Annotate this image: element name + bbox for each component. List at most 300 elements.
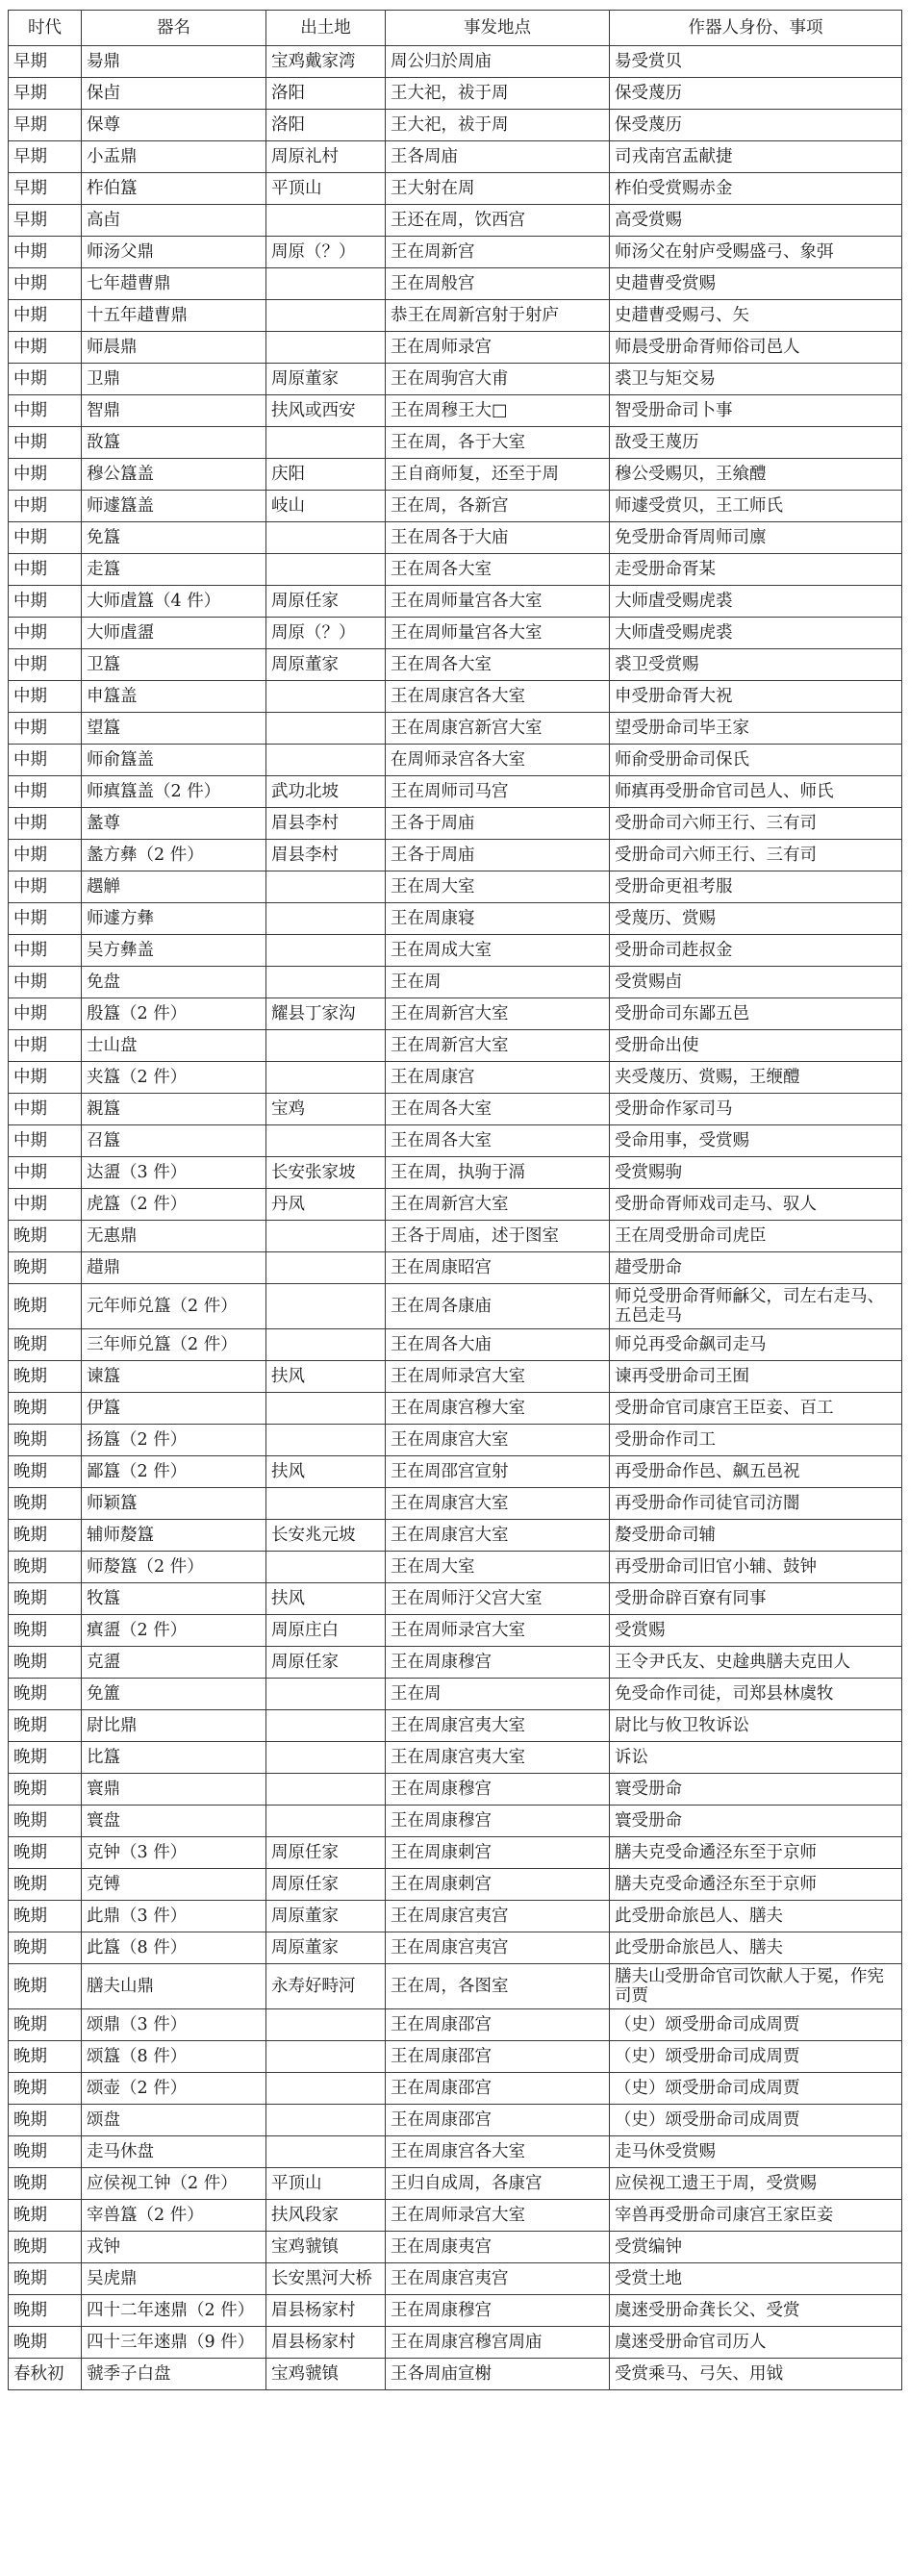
vessel-name-cell: 虢季子白盘 — [82, 2359, 266, 2390]
table-row — [9, 649, 902, 681]
maker-identity-matter-cell: 虞逨受册命官司历人 — [610, 2327, 902, 2359]
maker-identity-matter-cell: 史趞曹受赐弓、矢 — [610, 300, 902, 332]
excavation-site-cell — [266, 713, 386, 745]
event-location-cell: 王在周师量宫各大室 — [386, 618, 610, 649]
era-cell: 晚期 — [9, 1710, 82, 1742]
era-cell: 晚期 — [9, 1329, 82, 1361]
era-cell: 中期 — [9, 522, 82, 554]
vessel-name-cell: 师瘨簋盖（2 件） — [82, 776, 266, 808]
excavation-site-cell — [266, 681, 386, 713]
maker-identity-matter-cell: 嫠受册命司辅 — [610, 1520, 902, 1552]
vessel-name-cell: 保尊 — [82, 110, 266, 141]
event-location-cell: 王各周庙 — [386, 141, 610, 173]
event-location-cell: 王在周康宫夷大室 — [386, 1742, 610, 1774]
excavation-site-cell: 长安张家坡 — [266, 1157, 386, 1189]
maker-identity-matter-cell: 裘卫与矩交易 — [610, 364, 902, 395]
vessel-name-cell: 卫簋 — [82, 649, 266, 681]
maker-identity-matter-cell: 王令尹氏友、史趛典膳夫克田人 — [610, 1647, 902, 1679]
event-location-cell: 王在周师录宫大室 — [386, 1361, 610, 1393]
table-row — [9, 2295, 902, 2327]
event-location-cell: 王在周康夷宫 — [386, 2232, 610, 2263]
era-cell: 早期 — [9, 205, 82, 237]
maker-identity-matter-cell: 夹受蔑历、赏赐，王缏醴 — [610, 1062, 902, 1094]
event-location-cell: 王在周康宫穆宫周庙 — [386, 2327, 610, 2359]
event-location-cell: 王各周庙宣榭 — [386, 2359, 610, 2390]
excavation-site-cell: 长安兆元坡 — [266, 1520, 386, 1552]
vessel-name-cell: 敔簋 — [82, 427, 266, 459]
era-cell: 晚期 — [9, 1425, 82, 1456]
maker-identity-matter-cell: 再受册命作司徒官司汸闇 — [610, 1488, 902, 1520]
maker-identity-matter-cell: 敔受王蔑历 — [610, 427, 902, 459]
event-location-cell: 王大射在周 — [386, 173, 610, 205]
table-row — [9, 2105, 902, 2136]
excavation-site-cell: 扶风 — [266, 1583, 386, 1615]
event-location-cell: 王在周康宫各大室 — [386, 2136, 610, 2168]
vessel-name-cell: 卫鼎 — [82, 364, 266, 395]
maker-identity-matter-cell: 再受册命司旧官小辅、鼓钟 — [610, 1552, 902, 1583]
table-row — [9, 332, 902, 364]
maker-identity-matter-cell: 再受册命作邑、飙五邑祝 — [610, 1456, 902, 1488]
era-cell: 晚期 — [9, 2200, 82, 2232]
excavation-site-cell: 周原（？） — [266, 618, 386, 649]
era-cell: 晚期 — [9, 1901, 82, 1932]
maker-identity-matter-cell: 师遽受赏贝，王工师氏 — [610, 491, 902, 522]
era-cell: 中期 — [9, 491, 82, 522]
header-event-location: 事发地点 — [386, 11, 610, 46]
table-row — [9, 1520, 902, 1552]
maker-identity-matter-cell: 免受命作司徒，司郑县林虞牧 — [610, 1679, 902, 1710]
table-row — [9, 2232, 902, 2263]
excavation-site-cell — [266, 745, 386, 776]
maker-identity-matter-cell: 受册命胥师戏司走马、驭人 — [610, 1189, 902, 1221]
excavation-site-cell: 周原董家 — [266, 1901, 386, 1932]
table-row — [9, 935, 902, 967]
event-location-cell: 王在周般宫 — [386, 268, 610, 300]
header-maker-identity-matter: 作器人身份、事项 — [610, 11, 902, 46]
event-location-cell: 王在周康宫穆大室 — [386, 1393, 610, 1425]
vessel-name-cell: 谏簋 — [82, 1361, 266, 1393]
event-location-cell: 王在周师录宫大室 — [386, 2200, 610, 2232]
table-row — [9, 237, 902, 268]
bronze-inscriptions-table — [8, 10, 902, 2390]
vessel-name-cell: 膳夫山鼎 — [82, 1964, 266, 2009]
event-location-cell: 王在周各大庙 — [386, 1329, 610, 1361]
maker-identity-matter-cell: 师晨受册命胥师俗司邑人 — [610, 332, 902, 364]
event-location-cell: 王在周邵宫宣射 — [386, 1456, 610, 1488]
maker-identity-matter-cell: 师瘨再受册命官司邑人、师氏 — [610, 776, 902, 808]
vessel-name-cell: 七年趞曹鼎 — [82, 268, 266, 300]
event-location-cell: 王在周师汙父宫大室 — [386, 1583, 610, 1615]
era-cell: 晚期 — [9, 2263, 82, 2295]
header-excavation-site: 出土地 — [266, 11, 386, 46]
event-location-cell: 王在周各大室 — [386, 554, 610, 586]
excavation-site-cell — [266, 300, 386, 332]
event-location-cell: 王在周康宫大室 — [386, 1425, 610, 1456]
event-location-cell: 王在周，各于大室 — [386, 427, 610, 459]
maker-identity-matter-cell: 受蔑历、赏赐 — [610, 903, 902, 935]
era-cell: 中期 — [9, 1030, 82, 1062]
vessel-name-cell: 士山盘 — [82, 1030, 266, 1062]
vessel-name-cell: 克钟（3 件） — [82, 1837, 266, 1869]
vessel-name-cell: 辅师嫠簋 — [82, 1520, 266, 1552]
table-row — [9, 300, 902, 332]
era-cell: 中期 — [9, 840, 82, 871]
table-row — [9, 1742, 902, 1774]
era-cell: 晚期 — [9, 1361, 82, 1393]
era-cell: 晚期 — [9, 1964, 82, 2009]
table-row — [9, 427, 902, 459]
era-cell: 晚期 — [9, 2136, 82, 2168]
maker-identity-matter-cell: 柞伯受赏赐赤金 — [610, 173, 902, 205]
vessel-name-cell: 穆公簋盖 — [82, 459, 266, 491]
table-row — [9, 2168, 902, 2200]
excavation-site-cell: 扶风 — [266, 1361, 386, 1393]
maker-identity-matter-cell: 望受册命司毕王家 — [610, 713, 902, 745]
maker-identity-matter-cell: （史）颂受册命司成周贾 — [610, 2009, 902, 2041]
maker-identity-matter-cell: 受册命作司工 — [610, 1425, 902, 1456]
maker-identity-matter-cell: 寰受册命 — [610, 1806, 902, 1837]
era-cell: 早期 — [9, 78, 82, 110]
table-row — [9, 840, 902, 871]
vessel-name-cell: 柞伯簋 — [82, 173, 266, 205]
excavation-site-cell: 周原董家 — [266, 649, 386, 681]
event-location-cell: 王在周康穆宫 — [386, 2295, 610, 2327]
era-cell: 晚期 — [9, 1837, 82, 1869]
era-cell: 晚期 — [9, 1583, 82, 1615]
vessel-name-cell: 四十二年逨鼎（2 件） — [82, 2295, 266, 2327]
era-cell: 中期 — [9, 745, 82, 776]
era-cell: 晚期 — [9, 1393, 82, 1425]
table-row — [9, 1189, 902, 1221]
vessel-name-cell: 寰鼎 — [82, 1774, 266, 1806]
event-location-cell: 王大祀，祓于周 — [386, 78, 610, 110]
excavation-site-cell — [266, 1425, 386, 1456]
era-cell: 晚期 — [9, 1679, 82, 1710]
maker-identity-matter-cell: （史）颂受册命司成周贾 — [610, 2105, 902, 2136]
excavation-site-cell — [266, 1221, 386, 1252]
excavation-site-cell: 扶风段家 — [266, 2200, 386, 2232]
maker-identity-matter-cell: 走受册命胥某 — [610, 554, 902, 586]
excavation-site-cell: 宝鸡 — [266, 1094, 386, 1125]
event-location-cell: 王在周新宫大室 — [386, 998, 610, 1030]
vessel-name-cell: 申簋盖 — [82, 681, 266, 713]
maker-identity-matter-cell: 高受赏赐 — [610, 205, 902, 237]
excavation-site-cell — [266, 1742, 386, 1774]
vessel-name-cell: 夹簋（2 件） — [82, 1062, 266, 1094]
table-row — [9, 871, 902, 903]
vessel-name-cell: 师晨鼎 — [82, 332, 266, 364]
excavation-site-cell: 周原任家 — [266, 1647, 386, 1679]
event-location-cell: 王在周康宫夷宫 — [386, 1901, 610, 1932]
event-location-cell: 王在周康邵宫 — [386, 2009, 610, 2041]
vessel-name-cell: 望簋 — [82, 713, 266, 745]
maker-identity-matter-cell: 受赏赐驹 — [610, 1157, 902, 1189]
excavation-site-cell: 眉县李村 — [266, 808, 386, 840]
table-row — [9, 2200, 902, 2232]
event-location-cell: 王在周康刺宫 — [386, 1869, 610, 1901]
table-row — [9, 395, 902, 427]
maker-identity-matter-cell: 受赏编钟 — [610, 2232, 902, 2263]
event-location-cell: 王归自成周，各康宫 — [386, 2168, 610, 2200]
event-location-cell: 周公归於周庙 — [386, 46, 610, 78]
vessel-name-cell: 伊簋 — [82, 1393, 266, 1425]
era-cell: 晚期 — [9, 2073, 82, 2105]
event-location-cell: 王在周各大室 — [386, 1125, 610, 1157]
table-row — [9, 2327, 902, 2359]
vessel-name-cell: 鄙簋（2 件） — [82, 1456, 266, 1488]
event-location-cell: 王还在周，饮西宫 — [386, 205, 610, 237]
vessel-name-cell: 元年师兑簋（2 件） — [82, 1284, 266, 1329]
vessel-name-cell: 趞鼎 — [82, 1252, 266, 1284]
event-location-cell: 王在周，执驹于滆 — [386, 1157, 610, 1189]
excavation-site-cell — [266, 1552, 386, 1583]
table-row — [9, 586, 902, 618]
excavation-site-cell — [266, 2073, 386, 2105]
era-cell: 早期 — [9, 110, 82, 141]
vessel-name-cell: 戎钟 — [82, 2232, 266, 2263]
table-row — [9, 1393, 902, 1425]
vessel-name-cell: 克盨 — [82, 1647, 266, 1679]
vessel-name-cell: 师嫠簋（2 件） — [82, 1552, 266, 1583]
event-location-cell: 王在周康宫新宫大室 — [386, 713, 610, 745]
table-row — [9, 268, 902, 300]
event-location-cell: 王在周，各图室 — [386, 1964, 610, 2009]
table-row — [9, 1425, 902, 1456]
excavation-site-cell — [266, 903, 386, 935]
table-row — [9, 459, 902, 491]
event-location-cell: 王在周康寝 — [386, 903, 610, 935]
table-row — [9, 46, 902, 78]
excavation-site-cell: 岐山 — [266, 491, 386, 522]
era-cell: 中期 — [9, 1062, 82, 1094]
era-cell: 晚期 — [9, 1774, 82, 1806]
vessel-name-cell: 免簠 — [82, 1679, 266, 1710]
vessel-name-cell: 走簋 — [82, 554, 266, 586]
table-row — [9, 1932, 902, 1964]
excavation-site-cell: 周原董家 — [266, 364, 386, 395]
era-cell: 晚期 — [9, 1552, 82, 1583]
table-row — [9, 967, 902, 998]
event-location-cell: 王在周康邵宫 — [386, 2041, 610, 2073]
maker-identity-matter-cell: 保受蔑历 — [610, 110, 902, 141]
table-row — [9, 1488, 902, 1520]
maker-identity-matter-cell: 受赏赐 — [610, 1615, 902, 1647]
excavation-site-cell: 扶风 — [266, 1456, 386, 1488]
event-location-cell: 王在周康宫 — [386, 1062, 610, 1094]
excavation-site-cell — [266, 1030, 386, 1062]
era-cell: 中期 — [9, 1189, 82, 1221]
table-row — [9, 1062, 902, 1094]
vessel-name-cell: 师遽方彝 — [82, 903, 266, 935]
event-location-cell: 王在周 — [386, 1679, 610, 1710]
vessel-name-cell: 智鼎 — [82, 395, 266, 427]
excavation-site-cell — [266, 2041, 386, 2073]
era-cell: 早期 — [9, 46, 82, 78]
event-location-cell: 王在周康穆宫 — [386, 1647, 610, 1679]
excavation-site-cell: 丹凤 — [266, 1189, 386, 1221]
header-row — [9, 11, 902, 46]
vessel-name-cell: 親簋 — [82, 1094, 266, 1125]
era-cell: 中期 — [9, 871, 82, 903]
event-location-cell: 王在周康宫夷大室 — [386, 1710, 610, 1742]
table-row — [9, 1094, 902, 1125]
vessel-name-cell: 十五年趞曹鼎 — [82, 300, 266, 332]
table-row — [9, 1806, 902, 1837]
vessel-name-cell: 免簋 — [82, 522, 266, 554]
era-cell: 晚期 — [9, 1252, 82, 1284]
table-row — [9, 2359, 902, 2390]
excavation-site-cell — [266, 871, 386, 903]
excavation-site-cell: 眉县杨家村 — [266, 2327, 386, 2359]
vessel-name-cell: 比簋 — [82, 1742, 266, 1774]
maker-identity-matter-cell: 昜受赏贝 — [610, 46, 902, 78]
era-cell: 中期 — [9, 998, 82, 1030]
era-cell: 晚期 — [9, 1488, 82, 1520]
vessel-name-cell: 虎簋（2 件） — [82, 1189, 266, 1221]
table-row — [9, 110, 902, 141]
maker-identity-matter-cell: 大师虘受赐虎裘 — [610, 586, 902, 618]
table-row — [9, 1221, 902, 1252]
excavation-site-cell: 洛阳 — [266, 110, 386, 141]
era-cell: 中期 — [9, 681, 82, 713]
excavation-site-cell — [266, 1774, 386, 1806]
event-location-cell: 王在周师录宫大室 — [386, 1615, 610, 1647]
maker-identity-matter-cell: 谏再受册命司王囿 — [610, 1361, 902, 1393]
table-row — [9, 1284, 902, 1329]
event-location-cell: 王各于周庙 — [386, 808, 610, 840]
vessel-name-cell: 宰兽簋（2 件） — [82, 2200, 266, 2232]
maker-identity-matter-cell: 趞受册命 — [610, 1252, 902, 1284]
vessel-name-cell: 保卣 — [82, 78, 266, 110]
table-row — [9, 141, 902, 173]
maker-identity-matter-cell: 司戎南宫盂献捷 — [610, 141, 902, 173]
vessel-name-cell: 高卣 — [82, 205, 266, 237]
maker-identity-matter-cell: 应侯视工遗王于周，受赏赐 — [610, 2168, 902, 2200]
table-row — [9, 1837, 902, 1869]
vessel-name-cell: 三年师兑簋（2 件） — [82, 1329, 266, 1361]
maker-identity-matter-cell: （史）颂受册命司成周贾 — [610, 2041, 902, 2073]
table-row — [9, 808, 902, 840]
maker-identity-matter-cell: 史趞曹受赏赐 — [610, 268, 902, 300]
era-cell: 晚期 — [9, 1615, 82, 1647]
excavation-site-cell: 武功北坡 — [266, 776, 386, 808]
vessel-name-cell: 大师虘盨 — [82, 618, 266, 649]
excavation-site-cell: 眉县李村 — [266, 840, 386, 871]
excavation-site-cell: 周原任家 — [266, 1869, 386, 1901]
event-location-cell: 王在周康宫夷宫 — [386, 2263, 610, 2295]
header-era: 时代 — [9, 11, 82, 46]
vessel-name-cell: 牧簋 — [82, 1583, 266, 1615]
era-cell: 中期 — [9, 808, 82, 840]
table-row — [9, 681, 902, 713]
event-location-cell: 王在周大室 — [386, 1552, 610, 1583]
event-location-cell: 王在周康宫大室 — [386, 1520, 610, 1552]
era-cell: 晚期 — [9, 1932, 82, 1964]
era-cell: 中期 — [9, 967, 82, 998]
excavation-site-cell: 平顶山 — [266, 173, 386, 205]
table-row — [9, 2009, 902, 2041]
era-cell: 晚期 — [9, 2009, 82, 2041]
maker-identity-matter-cell: 受册命更祖考服 — [610, 871, 902, 903]
maker-identity-matter-cell: 膳夫克受命遹泾东至于京师 — [610, 1837, 902, 1869]
era-cell: 中期 — [9, 332, 82, 364]
era-cell: 晚期 — [9, 2041, 82, 2073]
excavation-site-cell — [266, 332, 386, 364]
era-cell: 春秋初 — [9, 2359, 82, 2390]
excavation-site-cell — [266, 1710, 386, 1742]
excavation-site-cell: 眉县杨家村 — [266, 2295, 386, 2327]
event-location-cell: 恭王在周新宫射于射庐 — [386, 300, 610, 332]
event-location-cell: 王在周师司马宫 — [386, 776, 610, 808]
era-cell: 晚期 — [9, 2327, 82, 2359]
table-row — [9, 1157, 902, 1189]
excavation-site-cell — [266, 1806, 386, 1837]
maker-identity-matter-cell: 受册命司东鄙五邑 — [610, 998, 902, 1030]
event-location-cell: 王在周 — [386, 967, 610, 998]
event-location-cell: 王在周驹宫大甫 — [386, 364, 610, 395]
maker-identity-matter-cell: 诉讼 — [610, 1742, 902, 1774]
event-location-cell: 王在周康邵宫 — [386, 2073, 610, 2105]
era-cell: 晚期 — [9, 1456, 82, 1488]
excavation-site-cell — [266, 967, 386, 998]
era-cell: 晚期 — [9, 2232, 82, 2263]
vessel-name-cell: 扬簋（2 件） — [82, 1425, 266, 1456]
maker-identity-matter-cell: 受册命作冢司马 — [610, 1094, 902, 1125]
era-cell: 晚期 — [9, 2105, 82, 2136]
maker-identity-matter-cell: 师俞受册命司保氏 — [610, 745, 902, 776]
era-cell: 晚期 — [9, 1284, 82, 1329]
excavation-site-cell: 周原董家 — [266, 1932, 386, 1964]
maker-identity-matter-cell: 走马休受赏赐 — [610, 2136, 902, 2168]
event-location-cell: 王在周各大室 — [386, 1094, 610, 1125]
event-location-cell: 王各于周庙，述于图室 — [386, 1221, 610, 1252]
maker-identity-matter-cell: 受册命出使 — [610, 1030, 902, 1062]
maker-identity-matter-cell: 宰兽再受册命司康宫王家臣妾 — [610, 2200, 902, 2232]
maker-identity-matter-cell: 王在周受册命司虎臣 — [610, 1221, 902, 1252]
maker-identity-matter-cell: 智受册命司卜事 — [610, 395, 902, 427]
table-row — [9, 1125, 902, 1157]
excavation-site-cell: 永寿好畤河 — [266, 1964, 386, 2009]
era-cell: 中期 — [9, 618, 82, 649]
table-row — [9, 1030, 902, 1062]
event-location-cell: 王在周新宫大室 — [386, 1030, 610, 1062]
maker-identity-matter-cell: 大师虘受赐虎裘 — [610, 618, 902, 649]
era-cell: 早期 — [9, 173, 82, 205]
table-row — [9, 1583, 902, 1615]
excavation-site-cell — [266, 1284, 386, 1329]
era-cell: 中期 — [9, 935, 82, 967]
event-location-cell: 王自商师复，还至于周 — [386, 459, 610, 491]
table-row — [9, 745, 902, 776]
event-location-cell: 王在周康昭宫 — [386, 1252, 610, 1284]
excavation-site-cell: 周原任家 — [266, 586, 386, 618]
event-location-cell: 王在周师录宫 — [386, 332, 610, 364]
maker-identity-matter-cell: 裘卫受赏赐 — [610, 649, 902, 681]
era-cell: 晚期 — [9, 2168, 82, 2200]
excavation-site-cell — [266, 1488, 386, 1520]
era-cell: 中期 — [9, 427, 82, 459]
excavation-site-cell — [266, 427, 386, 459]
maker-identity-matter-cell: 受册命辟百寮有同事 — [610, 1583, 902, 1615]
event-location-cell: 王在周成大室 — [386, 935, 610, 967]
table-row — [9, 1252, 902, 1284]
maker-identity-matter-cell: 受册命司䞢叔金 — [610, 935, 902, 967]
era-cell: 中期 — [9, 1157, 82, 1189]
table-row — [9, 522, 902, 554]
table-row — [9, 78, 902, 110]
excavation-site-cell: 周原庄白 — [266, 1615, 386, 1647]
excavation-site-cell — [266, 268, 386, 300]
